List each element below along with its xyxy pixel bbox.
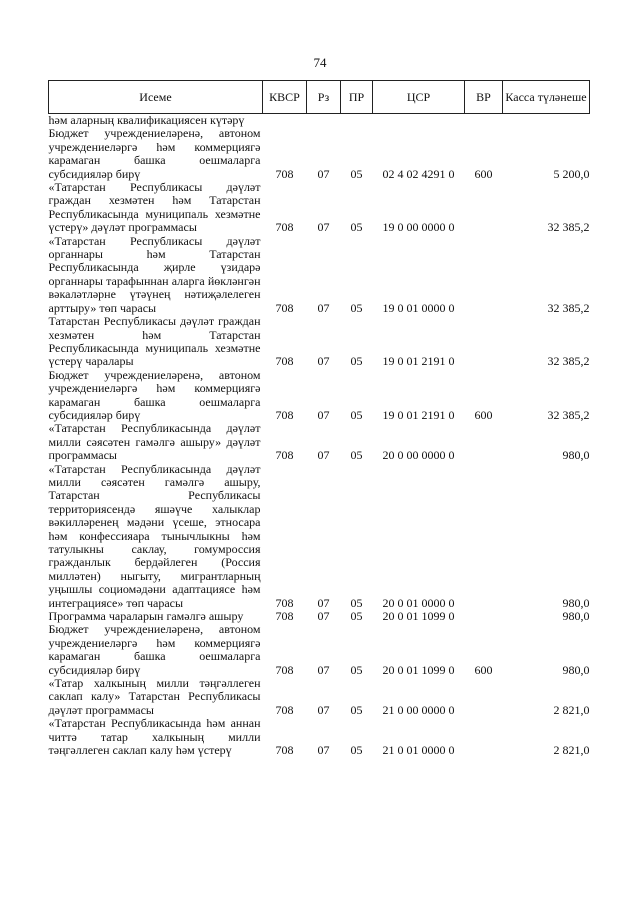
row-pr: 05 (350, 220, 363, 235)
row-rz: 07 (317, 448, 330, 463)
table-header (49, 81, 590, 114)
row-kvsr: 708 (275, 448, 294, 463)
row-csr: 20 0 01 0000 0 (382, 595, 455, 610)
row-vr: 600 (474, 662, 493, 677)
row-csr (373, 114, 465, 128)
row-sum: 5 200,0 (553, 166, 590, 181)
row-csr: 19 0 01 2191 0 (382, 407, 455, 422)
row-vr (465, 114, 503, 128)
row-csr: 02 4 02 4291 0 (382, 166, 455, 181)
table-row (49, 315, 590, 369)
row-sum: 980,0 (562, 662, 590, 677)
header-rz: Рз (307, 81, 341, 114)
row-csr: 20 0 01 1099 0 (382, 609, 455, 624)
page-number: 74 (313, 55, 327, 70)
row-vr (465, 422, 503, 462)
row-vr (465, 235, 503, 315)
header-kvsr: КВСР (263, 81, 307, 114)
row-kvsr: 708 (275, 595, 294, 610)
table-row (49, 623, 590, 677)
row-kvsr: 708 (275, 220, 294, 235)
row-sum: 2 821,0 (553, 702, 590, 717)
row-sum: 32 385,2 (547, 220, 590, 235)
row-name: Бюджет учреждениеләренә, автоном учреждениеләргә һәм коммерциягә карамаган башка оешмаларга субсидияләр бирү (48, 126, 261, 181)
row-pr: 05 (350, 702, 363, 717)
row-kvsr: 708 (275, 702, 294, 717)
row-sum: 980,0 (562, 448, 590, 463)
row-sum: 980,0 (562, 595, 590, 610)
row-rz: 07 (317, 595, 330, 610)
table-row (49, 463, 590, 610)
row-pr: 05 (350, 354, 363, 369)
row-sum: 2 821,0 (553, 743, 590, 758)
row-vr (465, 717, 503, 757)
row-rz: 07 (317, 300, 330, 315)
row-csr: 21 0 00 0000 0 (382, 702, 455, 717)
row-kvsr: 708 (275, 354, 294, 369)
row-name: «Татарстан Республикасы дәүләт органнары һәм Татарстан Республикасында җирле үзидарә органнары тарафыннан аларга йөкләнгән вәкаләтләрне үтәүнең нәтиҗәлелеген арттыру» төп чарасы (48, 233, 261, 315)
row-csr: 20 0 01 1099 0 (382, 662, 455, 677)
row-pr: 05 (350, 743, 363, 758)
row-sum: 32 385,2 (547, 300, 590, 315)
table-row (49, 717, 590, 757)
row-kvsr: 708 (275, 743, 294, 758)
row-csr: 19 0 00 0000 0 (382, 220, 455, 235)
table-row (49, 127, 590, 181)
table-row (49, 422, 590, 462)
row-kvsr: 708 (275, 166, 294, 181)
row-vr (465, 315, 503, 369)
row-rz: 07 (317, 220, 330, 235)
header-vr: ВР (465, 81, 503, 114)
row-rz: 07 (317, 662, 330, 677)
row-name: «Татарстан Республикасында дәүләт милли сәясәтен гамәлгә ашыру, Татарстан Республикасы территориясендә яшәүче халыклар вәкилләренең мәдәни үсеше, этносара һәм конфессияара тынычлыкны һәм татулыкны саклау, гомумроссия гражданлык бердәйлеген (Россия милләтен) ныгыту, мигрантларның уңышлы социомәдәни адаптациясе һәм интеграциясе» төп чарасы (48, 461, 261, 610)
row-vr (465, 610, 503, 623)
row-sum: 32 385,2 (547, 407, 590, 422)
row-rz: 07 (317, 166, 330, 181)
row-rz: 07 (317, 702, 330, 717)
row-rz: 07 (317, 743, 330, 758)
row-pr: 05 (350, 300, 363, 315)
header-name: Исеме (49, 81, 263, 114)
row-name: «Татарстан Республикасында дәүләт милли сәясәтен гамәлгә ашыру» дәүләт программасы (48, 421, 261, 463)
header-pr: ПР (341, 81, 373, 114)
table-row (49, 181, 590, 235)
row-name: «Татарстан Республикасында һәм аннан читтә татар халкының милли тәңгәллеген саклап калу һәм үстерү (48, 716, 261, 758)
row-vr (465, 181, 503, 235)
row-kvsr: 708 (275, 407, 294, 422)
row-name: Бюджет учреждениеләренә, автоном учреждениеләргә һәм коммерциягә карамаган башка оешмаларга субсидияләр бирү (48, 367, 261, 422)
table-row (49, 114, 590, 128)
row-name: «Татар халкының милли тәңгәллеген саклап калу» Татарстан Республикасы дәүләт программасы (48, 676, 261, 717)
row-name: «Татарстан Республикасы дәүләт граждан хезмәтен һәм Татарстан Республикасында муниципаль хезмәтне үстерү» дәүләт программасы (48, 180, 261, 235)
row-pr: 05 (350, 595, 363, 610)
row-kvsr: 708 (275, 662, 294, 677)
row-pr: 05 (350, 448, 363, 463)
row-kvsr: 708 (275, 300, 294, 315)
row-csr: 21 0 01 0000 0 (382, 743, 455, 758)
row-rz: 07 (317, 407, 330, 422)
row-kvsr: 708 (275, 609, 294, 624)
row-csr: 19 0 01 0000 0 (382, 300, 455, 315)
row-sum (503, 114, 590, 128)
row-vr: 600 (474, 407, 493, 422)
table-row (49, 235, 590, 315)
row-vr (465, 677, 503, 717)
row-rz (307, 114, 341, 128)
row-vr (465, 463, 503, 610)
budget-table-container (48, 80, 589, 758)
row-vr: 600 (474, 166, 493, 181)
row-name: Татарстан Республикасы дәүләт граждан хезмәтен һәм Татарстан Республикасында муниципаль хезмәтне үстерү чаралары (48, 314, 261, 369)
table-row (49, 610, 590, 623)
header-csr: ЦСР (373, 81, 465, 114)
table-row (49, 369, 590, 423)
row-rz: 07 (317, 609, 330, 624)
header-sum: Касса түләнеше (503, 81, 590, 114)
row-name: Бюджет учреждениеләренә, автоном учреждениеләргә һәм коммерциягә карамаган башка оешмаларга субсидияләр бирү (48, 622, 261, 677)
row-rz: 07 (317, 354, 330, 369)
row-pr: 05 (350, 609, 363, 624)
table-body (49, 114, 590, 758)
row-csr: 19 0 01 2191 0 (382, 354, 455, 369)
row-pr: 05 (350, 662, 363, 677)
row-pr (341, 114, 373, 128)
row-pr: 05 (350, 407, 363, 422)
row-name: һәм аларның квалификациясен күтәрү (48, 113, 245, 127)
row-sum: 32 385,2 (547, 354, 590, 369)
row-sum: 980,0 (562, 609, 590, 624)
row-name: Программа чараларын гамәлгә ашыру (48, 609, 244, 624)
table-row (49, 677, 590, 717)
budget-table (48, 80, 590, 758)
row-csr: 20 0 00 0000 0 (382, 448, 455, 463)
row-kvsr (263, 114, 307, 128)
row-pr: 05 (350, 166, 363, 181)
